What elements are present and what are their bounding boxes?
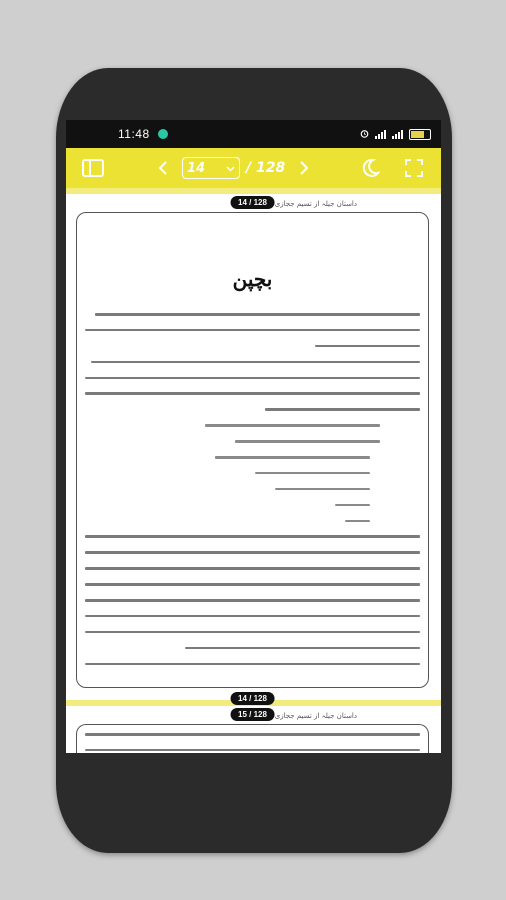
- reader-toolbar: [66, 148, 441, 188]
- alarm-icon: [360, 127, 369, 141]
- page-indicator-top: 14 / 128: [230, 196, 275, 209]
- status-time: 11:48: [118, 127, 150, 141]
- signal-icon-2: [392, 129, 403, 139]
- page-navigation: [150, 155, 317, 181]
- page-15: [68, 706, 437, 753]
- page-text: [85, 313, 420, 678]
- signal-icon: [375, 129, 386, 139]
- current-page: 14: [187, 160, 206, 176]
- sidebar-toggle-icon[interactable]: [80, 155, 106, 181]
- page-border: [76, 212, 429, 688]
- page-indicator-bottom: 14 / 128: [230, 692, 275, 705]
- chevron-down-icon: [226, 161, 235, 176]
- page-select[interactable]: [182, 157, 240, 179]
- page-border-next: [76, 724, 429, 753]
- document-viewer[interactable]: [66, 188, 441, 753]
- total-pages: / 128: [246, 160, 286, 176]
- chevron-left-icon[interactable]: [150, 155, 176, 181]
- page-indicator-next: 15 / 128: [230, 708, 275, 721]
- status-bar: [66, 120, 441, 148]
- chevron-right-icon[interactable]: [291, 155, 317, 181]
- moon-icon[interactable]: [357, 155, 383, 181]
- fullscreen-icon[interactable]: [401, 155, 427, 181]
- battery-icon: [409, 129, 431, 140]
- page-14: [68, 194, 437, 703]
- chapter-title: بچپن: [232, 267, 273, 291]
- book-header-next: داستان جیلہ از تسیم ججازی: [274, 712, 357, 720]
- book-header: داستان جیلہ از تسیم ججازی: [274, 200, 357, 208]
- page-text-next: [85, 733, 420, 753]
- notification-app-icon: [158, 129, 168, 139]
- app-screen: [66, 120, 441, 753]
